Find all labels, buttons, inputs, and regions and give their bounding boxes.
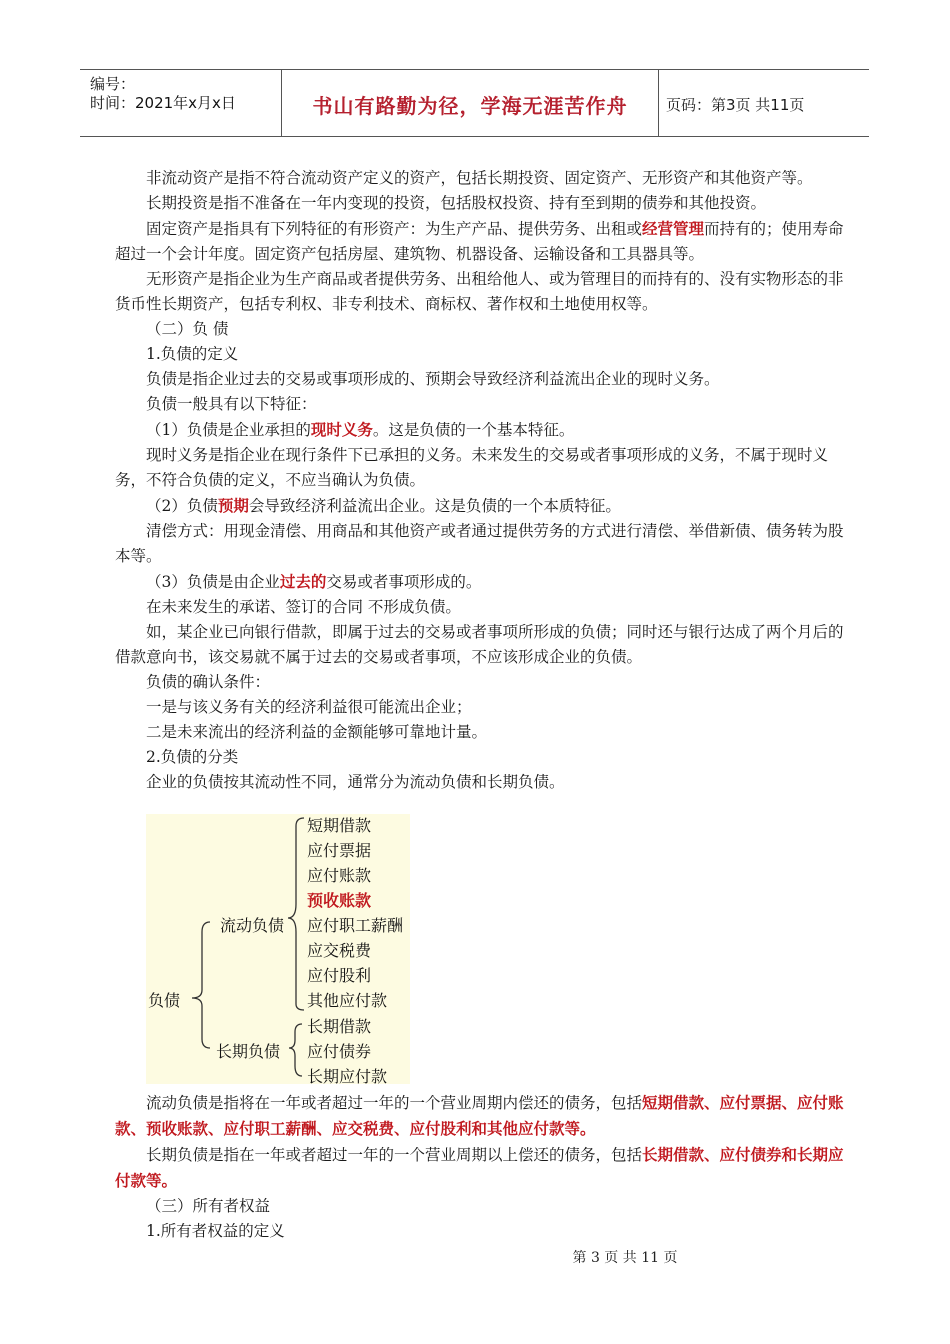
diagram-current-item: 应交税费 xyxy=(307,941,372,960)
feature-item xyxy=(115,493,850,519)
diagram-longterm: 长期负债 xyxy=(216,1042,281,1061)
paragraph: 无形资产是指企业为生产商品或者提供劳务、出租给他人、或为管理目的而持有的、没有实物形态的非货币性长期资产，包括专利权、非专利技术、商标权、著作权和土地使用权等。 xyxy=(115,270,844,313)
diagram-current-item: 短期借款 xyxy=(307,816,372,835)
page-footer xyxy=(0,1247,950,1267)
footer-page-number: 第 3 页 共 11 页 xyxy=(572,1250,678,1266)
diagram-current-item: 应付股利 xyxy=(307,966,372,985)
highlight-text: 短期借款、应付票据、应付账款、预收账款、应付职工薪酬、应交税费、应付股利和其他应付款等。 xyxy=(115,1093,844,1138)
paragraph: 现时义务是指企业在现行条件下已承担的义务。未来发生的交易或者事项形成的义务，不属于现时义务，不符合负债的定义，不应当确认为负债。 xyxy=(115,446,829,489)
subsection-heading: 1.负债的定义 xyxy=(146,345,239,363)
subsection-heading: 1.所有者权益的定义 xyxy=(146,1222,285,1240)
diagram-root: 负债 xyxy=(148,991,181,1010)
section-heading: （三）所有者权益 xyxy=(146,1197,271,1215)
paragraph xyxy=(115,216,850,267)
paragraph: 如，某企业已向银行借款，即属于过去的交易或者事项所形成的负债；同时还与银行达成了两个月后的借款意向书，该交易就不属于过去的交易或者事项，不应该形成企业的负债。 xyxy=(115,623,844,666)
motto: 书山有路勤为径，学海无涯苦作舟 xyxy=(312,94,628,118)
text-span: 交易或者事项形成的。 xyxy=(326,573,482,591)
paragraph xyxy=(115,1090,850,1142)
paragraph: 企业的负债按其流动性不同，通常分为流动负债和长期负债。 xyxy=(146,773,565,791)
header-motto-cell xyxy=(281,70,659,136)
main-content xyxy=(115,166,850,795)
diagram-current-item: 应付职工薪酬 xyxy=(307,916,404,935)
paragraph xyxy=(115,1142,850,1194)
diagram-current-item-highlight: 预收账款 xyxy=(307,891,372,910)
main-content-continued xyxy=(115,1090,850,1244)
paragraph: 清偿方式：用现金清偿、用商品和其他资产或者通过提供劳务的方式进行清偿、举借新债、债务转为股本等。 xyxy=(115,522,844,565)
page-label: 页码：第3页 共11页 xyxy=(666,96,805,114)
highlight-text: 长期借款、应付债券和长期应付款等。 xyxy=(115,1145,844,1190)
section-heading: （二）负 债 xyxy=(146,320,229,338)
diagram-current-item: 应付票据 xyxy=(307,841,372,860)
text-span: 流动负债是指将在一年或者超过一年的一个营业周期内偿还的债务，包括 xyxy=(146,1094,643,1112)
diagram-longterm-item: 应付债券 xyxy=(307,1042,372,1061)
header-page-cell xyxy=(658,70,869,136)
text-span: （1）负债是企业承担的 xyxy=(146,421,311,439)
text-span: 固定资产是指具有下列特征的有形资产：为生产产品、提供劳务、出租或 xyxy=(146,220,643,238)
paragraph: 非流动资产是指不符合流动资产定义的资产，包括长期投资、固定资产、无形资产和其他资产等。 xyxy=(146,169,813,187)
paragraph: 负债一般具有以下特征： xyxy=(146,395,317,413)
text-span: 而持有的；使用寿命超过一个会计年度。固定资产包括房屋、建筑物、机器设备、运输设备和工具器具等。 xyxy=(115,220,844,263)
paragraph: 二是未来流出的经济利益的金额能够可靠地计量。 xyxy=(146,723,488,741)
paragraph: 负债是指企业过去的交易或事项形成的、预期会导致经济利益流出企业的现时义务。 xyxy=(146,370,720,388)
time-label: 时间：2021年x月x日 xyxy=(90,94,236,112)
text-span: 。这是负债的一个基本特征。 xyxy=(372,421,575,439)
liability-classification-diagram xyxy=(146,814,410,1084)
feature-item xyxy=(115,569,850,595)
diagram-current: 流动负债 xyxy=(220,916,285,935)
text-span: 长期负债是指在一年或者超过一年的一个营业周期以上偿还的债务，包括 xyxy=(146,1146,643,1164)
diagram-current-item: 其他应付款 xyxy=(307,991,388,1010)
diagram-longterm-item: 长期借款 xyxy=(307,1017,372,1036)
page-header xyxy=(80,69,869,137)
paragraph: 负债的确认条件： xyxy=(146,673,271,691)
paragraph: 长期投资是指不准备在一年内变现的投资，包括股权投资、持有至到期的债券和其他投资。 xyxy=(146,194,767,212)
highlight-text: 预期 xyxy=(217,496,249,515)
text-span: 会导致经济利益流出企业。这是负债的一个本质特征。 xyxy=(248,497,621,515)
paragraph: 一是与该义务有关的经济利益很可能流出企业； xyxy=(146,698,472,716)
header-meta-cell xyxy=(80,70,280,136)
highlight-text: 经营管理 xyxy=(642,219,705,238)
subsection-heading: 2.负债的分类 xyxy=(146,748,239,766)
diagram-current-item: 应付账款 xyxy=(307,866,372,885)
highlight-text: 现时义务 xyxy=(310,420,373,439)
paragraph: 在未来发生的承诺、签订的合同 不形成负债。 xyxy=(146,598,461,616)
feature-item xyxy=(115,417,850,443)
number-label: 编号： xyxy=(90,75,136,93)
text-span: （3）负债是由企业 xyxy=(146,573,280,591)
text-span: （2）负债 xyxy=(146,497,218,515)
diagram-longterm-item: 长期应付款 xyxy=(307,1067,388,1086)
highlight-text: 过去的 xyxy=(279,572,327,591)
